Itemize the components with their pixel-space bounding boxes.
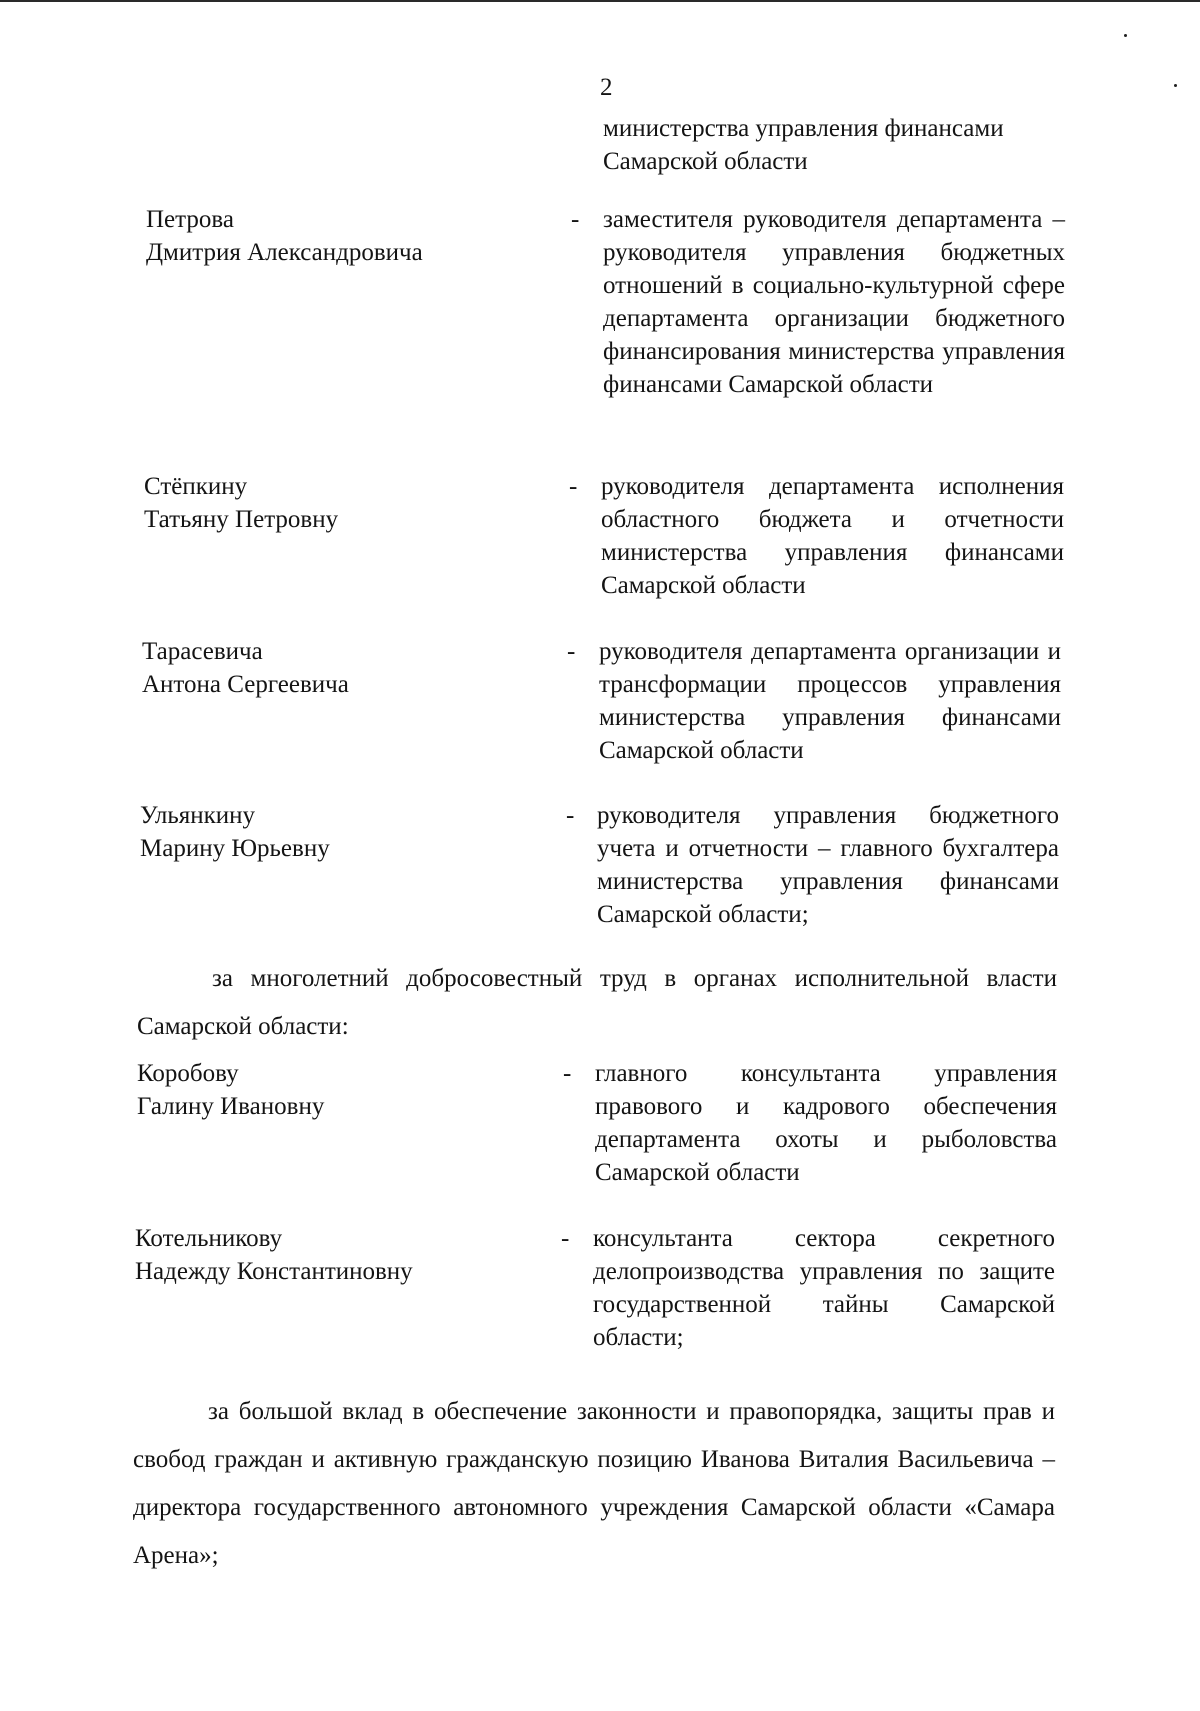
person-name xyxy=(135,1222,555,1288)
person-name xyxy=(140,799,560,865)
person-given-names: Дмитрия Александровича xyxy=(146,239,423,266)
entry-dash: - xyxy=(566,802,575,829)
scan-speck xyxy=(1174,84,1177,87)
person-given-names: Марину Юрьевну xyxy=(140,835,330,862)
person-name xyxy=(142,635,562,701)
person-given-names: Татьяну Петровну xyxy=(144,506,339,533)
person-position: заместителя руководителя департамента – руководителя управления бюджетных отношений в социально-культурной сфере департамента организации бюджетного финансирования министерства управления финансами Самарской области xyxy=(603,206,1065,398)
person-surname: Петрова xyxy=(146,206,234,233)
entry-dash: - xyxy=(571,206,580,233)
person-position: главного консультанта управления правового и кадрового обеспечения департамента охоты и рыболовства Самарской области xyxy=(595,1060,1057,1186)
person-given-names: Надежду Константиновну xyxy=(135,1258,413,1285)
person-position: руководителя управления бюджетного учета и отчетности – главного бухгалтера министерства управления финансами Самарской области; xyxy=(597,802,1059,928)
award-reason-paragraph: за многолетний добросовестный труд в органах исполнительной власти Самарской области: xyxy=(137,965,1057,1040)
scan-edge-line xyxy=(0,0,1200,2)
person-name xyxy=(146,203,566,269)
person-surname: Ульянкину xyxy=(140,802,256,829)
page-number: 2 xyxy=(600,74,613,101)
person-position: руководителя департамента организации и трансформации процессов управления министерства управления финансами Самарской области xyxy=(599,638,1061,764)
person-name xyxy=(137,1057,557,1123)
person-given-names: Антона Сергеевича xyxy=(142,671,349,698)
person-position: консультанта сектора секретного делопроизводства управления по защите государственной тайны Самарской области; xyxy=(593,1225,1055,1351)
continued-position-text: министерства управления финансами Самарской области xyxy=(603,115,1004,175)
person-surname: Тарасевича xyxy=(142,638,263,665)
scan-speck xyxy=(1124,34,1127,37)
entry-dash: - xyxy=(561,1225,570,1252)
person-position: руководителя департамента исполнения областного бюджета и отчетности министерства управления финансами Самарской области xyxy=(601,473,1064,599)
person-given-names: Галину Ивановну xyxy=(137,1093,325,1120)
award-reason-paragraph: за большой вклад в обеспечение законности и правопорядка, защиты прав и свобод граждан и активную гражданскую позицию Иванова Виталия Васильевича – директора государственного автономного учреждения Самарской области «Самара Арена»; xyxy=(133,1398,1055,1569)
person-surname: Коробову xyxy=(137,1060,239,1087)
person-surname: Стёпкину xyxy=(144,473,248,500)
entry-dash: - xyxy=(567,638,576,665)
entry-dash: - xyxy=(563,1060,572,1087)
entry-dash: - xyxy=(569,473,578,500)
person-surname: Котельникову xyxy=(135,1225,283,1252)
person-name xyxy=(144,470,564,536)
